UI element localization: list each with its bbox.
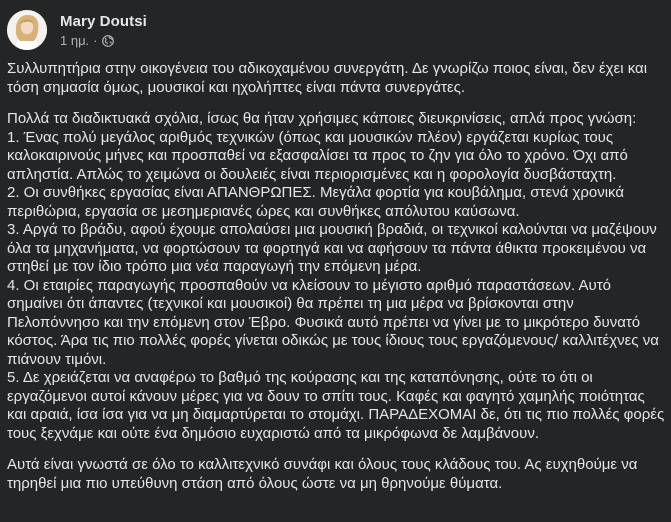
post-body (7, 60, 667, 493)
post-paragraph-point-2: 2. Οι συνθήκες εργασίας είναι ΑΠΑΝΘΡΩΠΕΣ. Μεγάλα φορτία για κουβάλημα, στενά χρονικά περιθώρια, εργασία σε μεσημεριανές ώρες και συνθήκες απόλυτου καύσωνα. (7, 184, 625, 220)
avatar-image (7, 10, 47, 50)
paragraph-gap (7, 443, 667, 456)
post-paragraph-point-3: 3. Αργά το βράδυ, αφού έχουμε απολαύσει μια μουσική βραδιά, οι τεχνικοί καλούνται να μαζέψουν όλα τα μηχανήματα, να φορτώσουν τα φορτηγά και να αφήσουν τα πάντα άθικτα προκειμένου να στηθεί με τον ίδιο τρόπο μια νέα παραγωγή την επόμενη μέρα. (7, 221, 657, 275)
post-meta (60, 32, 147, 49)
meta-separator: · (93, 32, 98, 48)
globe-icon-shape (102, 35, 114, 47)
post-paragraph-closing: Αυτά είναι γνωστά σε όλο το καλλιτεχνικό συνάφι και όλους τους κλάδους του. Ας ευχηθούμε να τηρηθεί μια πιο υπεύθυνη στάση από όλους ώστε να μη θρηνούμε θύματα. (7, 456, 638, 492)
post-paragraph-point-4: 4. Οι εταιρίες παραγωγής προσπαθούν να κλείσουν το μέγιστο αριθμό παραστάσεων. Αυτό σημαίνει ότι άπαντες (τεχνικοί και μουσικοί) θα πρέπει τη μια μέρα να βρίσκονται στην Πελοπόννησο και την επόμενη στον Έβρο. Φυσικά αυτό πρέπει να γίνει με το μικρότερο δυνατό κόστος. Άρα τις πιο πολλές φορές γίνεται οδικώς με τους ίδιους τους εργαζόμενους/ καλλιτέχνες να πιάνουν τιμόνι. (7, 276, 659, 368)
author-avatar[interactable] (7, 10, 47, 50)
globe-icon[interactable] (102, 34, 114, 46)
author-block (60, 12, 147, 49)
paragraph-gap (7, 97, 667, 110)
post-timestamp[interactable]: 1 ημ. (60, 32, 90, 48)
post-header (7, 6, 147, 54)
post-paragraph-lead: Πολλά τα διαδικτυακά σχόλια, ίσως θα ήταν χρήσιμες κάποιες διευκρινίσεις, απλά προς γνώση: (7, 110, 637, 127)
author-name[interactable]: Mary Doutsi (60, 12, 147, 30)
post-paragraph-intro: Συλλυπητήρια στην οικογένεια του αδικοχαμένου συνεργάτη. Δε γνωρίζω ποιος είναι, δεν έχει και τόση σημασία όμως, μουσικοί και ηχολήπτες είναι πάντα συνεργάτες. (7, 60, 648, 96)
post-paragraph-point-1: 1. Ένας πολύ μεγάλος αριθμός τεχνικών (όπως και μουσικών πλέον) εργάζεται κυρίως τους καλοκαιρινούς μήνες και προσπαθεί να εξασφαλίσει τα προς το ζην για όλο το χρόνο. Όχι από απληστία. Απλώς το χειμώνα οι δουλειές είναι περιορισμένες και η φορολογία δυσβάσταχτη. (7, 128, 628, 183)
post-paragraph-point-5: 5. Δε χρειάζεται να αναφέρω το βαθμό της κούρασης και της καταπόνησης, ούτε το ότι οι εργαζόμενοι αυτοί κάνουν μέρες για να δουν το σπίτι τους. Καφές και φαγητό χαμηλής ποιότητας και αραιά, ίσα ίσα για να μη διαμαρτύρεται το στομάχι. ΠΑΡΑΔΕΧΟΜΑΙ δε, ότι τις πιο πολλές φορές τους ξεχνάμε και ούτε ένα δημόσιο ευχαριστώ από τα μικρόφωνα δε λαμβάνουν. (7, 369, 665, 442)
